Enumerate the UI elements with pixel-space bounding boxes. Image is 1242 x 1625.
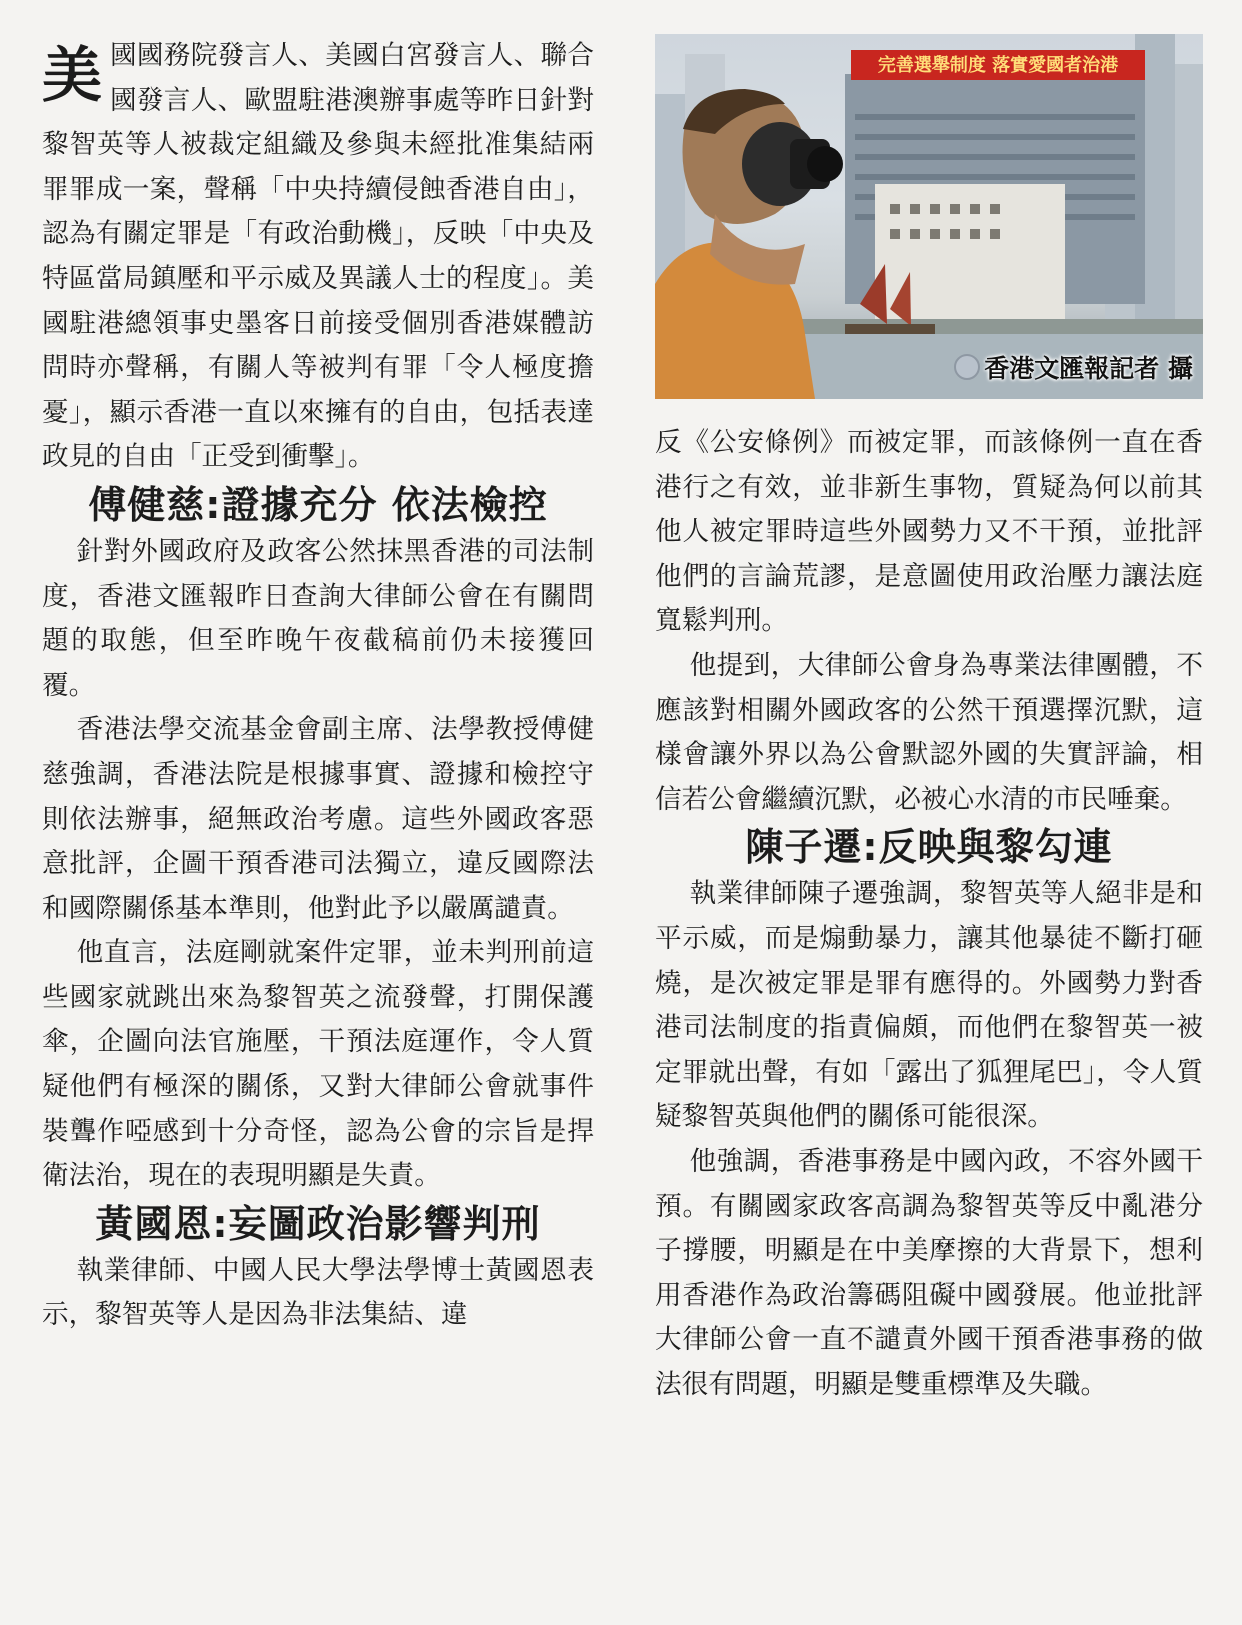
paragraph-bar-association-query: 針對外國政府及政客公然抹黑香港的司法制度，香港文匯報昨日查詢大律師公會在有關問題的取態，但至昨晚午夜截稿前仍未接獲回覆。 — [42, 535, 594, 701]
subheading-wong-kwok-yan: 黃國恩:妄圖政治影響判刑 — [95, 1201, 541, 1246]
intro-text: 國國務院發言人、美國白宮發言人、聯合國發言人、歐盟駐港澳辦事處等昨日針對黎智英等人被裁定組織及參與未經批准集結兩罪罪成一案，聲稱「中央持續侵蝕香港自由」，認為有關定罪是「有政治動機」，反映「中央及特區當局鎮壓和平示威及異議人士的程度」。美國駐港總領事史墨客日前接受個別香港媒體訪問時亦聲稱，有關人等被判有罪「令人極度擔憂」，顯示香港一直以來擁有的自由，包括表達政見的自由「正受到衝擊」。 — [42, 40, 594, 473]
caption-text: 香港文匯報記者 攝 — [984, 354, 1193, 383]
paragraph-chan-chi-chin-internal-affairs: 他強調，香港事務是中國內政，不容外國干預。有關國家政客高調為黎智英等反中亂港分子撐腰，明顯是在中美摩擦的大背景下，想利用香港作為政治籌碼阻礙中國發展。他並批評大律師公會一直不譴責外國干預香港事務的做法很有問題，明顯是雙重標準及失職。 — [655, 1145, 1203, 1400]
left-column — [42, 34, 594, 1338]
drop-cap: 美 — [42, 41, 102, 111]
intro-paragraph — [42, 34, 594, 480]
paragraph-wong-kwok-yan-start: 執業律師、中國人民大學法學博士黃國恩表示，黎智英等人是因為非法集結、違 — [42, 1254, 594, 1331]
paragraph-bar-association-silence: 他提到，大律師公會身為專業法律團體，不應該對相關外國政客的公然干預選擇沉默，這樣會讓外界以為公會默認外國的失實評論，相信若公會繼續沉默，必被心水清的市民唾棄。 — [655, 649, 1203, 815]
photo-caption — [954, 349, 1193, 385]
subheading-fu-kin-chi: 傅健慈:證據充分 依法檢控 — [88, 482, 548, 527]
banner-text: 完善選舉制度 落實愛國者治港 — [877, 55, 1119, 76]
right-column — [655, 34, 1203, 1407]
caption-bullet-icon — [954, 354, 980, 380]
news-photo — [655, 34, 1203, 399]
photo-illustration — [655, 34, 1203, 399]
paragraph-fu-kin-chi-criticism: 他直言，法庭剛就案件定罪，並未判刑前這些國家就跳出來為黎智英之流發聲，打開保護傘，企圖向法官施壓，干預法庭運作，令人質疑他們有極深的關係，又對大律師公會就事件裝聾作啞感到十分奇怪，認為公會的宗旨是捍衛法治，現在的表現明顯是失責。 — [42, 937, 594, 1192]
paragraph-chan-chi-chin-statement: 執業律師陳子遷強調，黎智英等人絕非是和平示威，而是煽動暴力，讓其他暴徒不斷打砸燒，是次被定罪是罪有應得的。外國勢力對香港司法制度的指責偏頗，而他們在黎智英一被定罪就出聲，有如「露出了狐狸尾巴」，令人質疑黎智英與他們的關係可能很深。 — [655, 878, 1203, 1133]
paragraph-fu-kin-chi-statement: 香港法學交流基金會副主席、法學教授傅健慈強調，香港法院是根據事實、證據和檢控守則依法辦事，絕無政治考慮。這些外國政客惡意批評，企圖干預香港司法獨立，違反國際法和國際關係基本準則，他對此予以嚴厲譴責。 — [42, 714, 594, 924]
subheading-chan-chi-chin: 陳子遷:反映與黎勾連 — [745, 825, 1113, 870]
paragraph-wong-kwok-yan-continued: 反《公安條例》而被定罪，而該條例一直在香港行之有效，並非新生事物，質疑為何以前其他人被定罪時這些外國勢力又不干預，並批評他們的言論荒謬，是意圖使用政治壓力讓法庭寬鬆判刑。 — [655, 427, 1203, 637]
